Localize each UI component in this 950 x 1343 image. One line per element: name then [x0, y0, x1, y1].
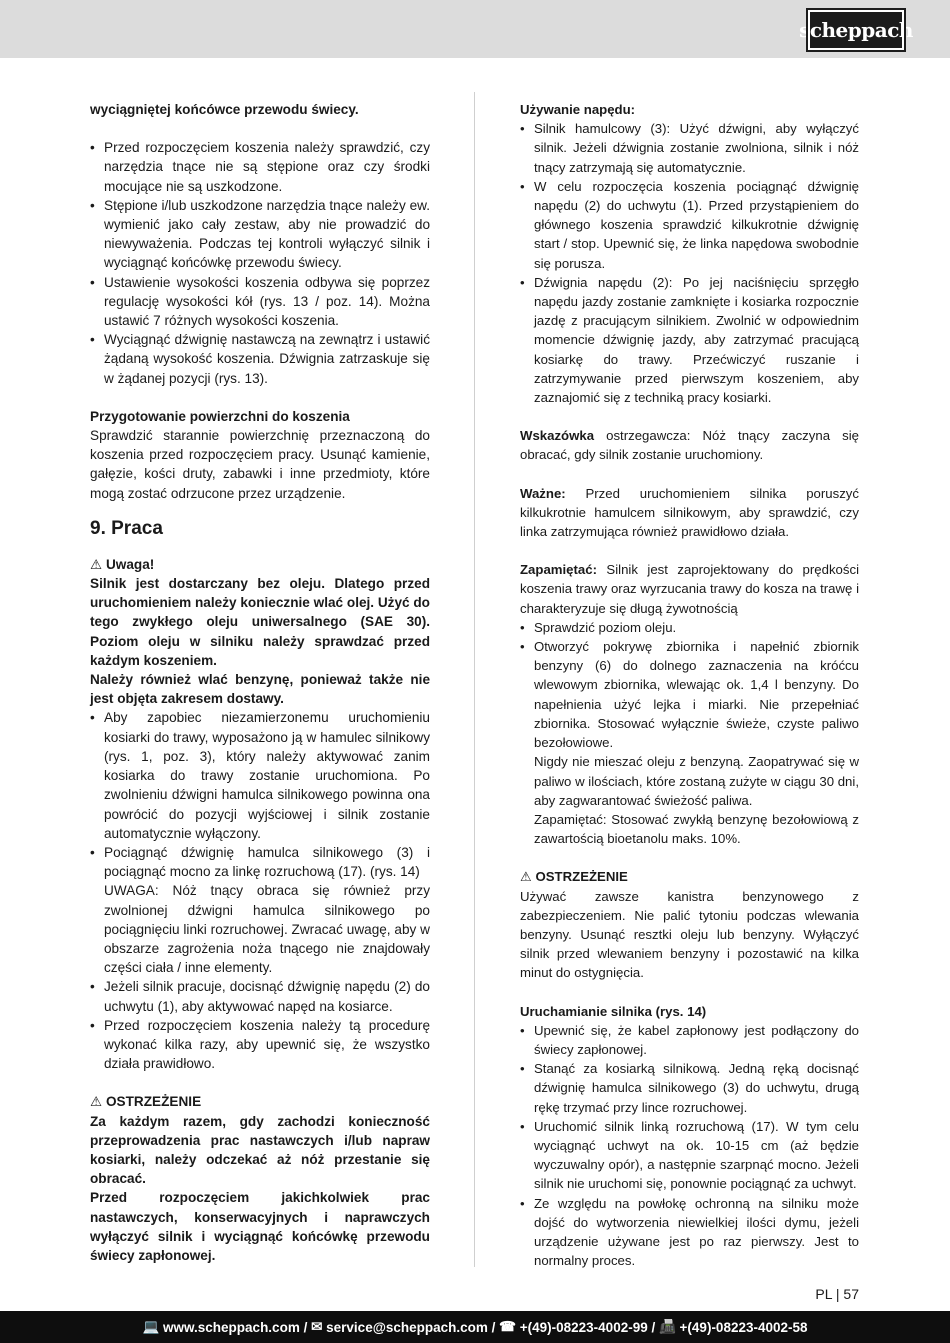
list-item: • Jeżeli silnik pracuje, docisnąć dźwignię napędu (2) do uchwytu (1), aby aktywować napęd na kosiarce.	[90, 977, 430, 1015]
list-item: • Pociągnąć dźwignię hamulca silnikowego (3) i pociągnąć mocno za linkę rozruchową (17). (rys. 14) UWAGA: Nóż tnący obraca się również przy zwolnionej dźwigni hamulca silnikowego po pociągnięciu linki rozruchowej. Zwracać uwagę, aby w obszarze zagrożenia noża tnącego nie znajdowały części ciała / inne elementy.	[90, 843, 430, 977]
list-item: • Ustawienie wysokości koszenia odbywa się poprzez regulację wysokości kół (rys. 13 / poz. 14). Można ustawić 7 różnych wysokości koszenia.	[90, 273, 430, 331]
caution-heading: ⚠ Uwaga!	[90, 556, 155, 572]
list-item: • Stanąć za kosiarką silnikową. Jedną ręką docisnąć dźwignię hamulca silnikowego (3) do uchwytu, drugą rękę trzymać przy lince rozruchowej.	[520, 1059, 859, 1117]
operation-bullet-list	[90, 708, 430, 1073]
note-text: Zapamiętać: Silnik jest zaprojektowany do prędkości koszenia trawy oraz wyrzucania trawy do kosza na trawę i charakteryzuje się długą żywotnością	[520, 562, 859, 616]
list-item: • Upewnić się, że kabel zapłonowy jest podłączony do świecy zapłonowej.	[520, 1021, 859, 1059]
page-number: PL | 57	[815, 1286, 859, 1302]
warning-text: Za każdym razem, gdy zachodzi konieczność przeprowadzenia prac nastawczych i/lub napraw kosiarki, należy odczekać aż nóż przestanie się obracać.	[90, 1113, 430, 1187]
list-item: • Dźwignia napędu (2): Po jej naciśnięciu sprzęgło napędu jazdy zostanie zamknięte i kosiarka rozpocznie jazdę z pracującym silnikiem. Zwolnić w odpowiednim momencie dźwignię jazdy, aby zatrzymać pracującą kosiarkę do trawy. Przećwiczyć ruszanie i zatrzymywanie przed pierwszym koszeniem, aby zaznajomić się z techniką pracy kosiarki.	[520, 273, 859, 407]
list-item: • Stępione i/lub uszkodzone narzędzia tnące należy ew. wymienić jako cały zestaw, aby nie prowadzić do niewyważenia. Podczas tej kontroli wyłączyć silnik i wyciągnąć końcówkę przewodu świecy.	[90, 196, 430, 273]
warning-triangle-icon: ⚠	[90, 1094, 103, 1110]
important-text: Ważne: Przed uruchomieniem silnika poruszyć kilkukrotnie hamulcem silnikowym, aby sprawdzić, czy linka zatrzymująca również prawidłowo działa.	[520, 485, 859, 540]
list-item: • Przed rozpoczęciem koszenia należy sprawdzić, czy narzędzia tnące nie są stępione oraz czy środki mocujące nie są uszkodzone.	[90, 138, 430, 196]
header-bar	[0, 0, 950, 58]
list-item: • Sprawdzić poziom oleju.	[520, 618, 859, 637]
start-heading: Uruchamianie silnika (rys. 14)	[520, 1003, 707, 1019]
list-item: • Aby zapobiec niezamierzonemu uruchomieniu kosiarki do trawy, wyposażono ją w hamulec silnikowy (rys. 1, poz. 3), który należy aktywować zanim kosiarka do trawy zostanie uruchomiona. Po zwolnieniu dźwigni hamulca silnikowego powinna ona powrócić do pozycji wyjściowej i silnik zostanie automatycznie wyłączony.	[90, 708, 430, 842]
website-link[interactable]: www.scheppach.com /	[163, 1319, 308, 1335]
fuel-warning-text: Używać zawsze kanistra benzynowego z zabezpieczeniem. Nie palić tytoniu podczas wlewania benzyny. Usunąć resztki oleju lub benzyny. Wyłączyć silnik przed wlewaniem benzyny i pozostawić na kilka minut do ostygnięcia.	[520, 888, 859, 981]
prep-text: Sprawdzić starannie powierzchnię przeznaczoną do koszenia przed rozpoczęciem pracy. Usunąć kamienie, gałęzie, kości druty, zabawki i inne przedmioty, które mogą zostać odrzucone przez urządzenie.	[90, 428, 430, 501]
list-item: • Przed rozpoczęciem koszenia należy tą procedurę wykonać kilka razy, aby upewnić się, że wszystko działa prawidłowo.	[90, 1016, 430, 1074]
footer-bar	[0, 1311, 950, 1343]
warning-triangle-icon: ⚠	[90, 556, 103, 572]
list-item: • Otworzyć pokrywę zbiornika i napełnić zbiornik benzyny (6) do dolnego zaznaczenia na króćcu wlewowym zbiornika, wlewając ok. 1,4 l benzyny. Do napełnienia użyć lejka i miarki. Nie przepełniać zbiornika. Stosować wyłącznie świeże, czyste paliwo bezołowiowe. Nigdy nie mieszać oleju z benzyną. Zaopatrywać się w paliwo w ilościach, które zostaną zużyte w ciągu 30 dni, aby zagwarantować świeżość paliwa. Zapamiętać: Stosować zwykłą benzynę bezołowiową z zawartością bioetanolu maks. 10%.	[520, 637, 859, 848]
warning-triangle-icon: ⚠	[520, 869, 532, 885]
start-bullet-list	[520, 1021, 859, 1271]
list-item: • Silnik hamulcowy (3): Użyć dźwigni, aby wyłączyć silnik. Jeżeli dźwignia zostanie zwolniona, silnik i nóż tnący zatrzymają się automatycznie.	[520, 119, 859, 177]
list-item: • W celu rozpoczęcia koszenia pociągnąć dźwignię napędu (2) do uchwytu (1). Przed przystąpieniem do głównego koszenia sprawdzić kilkukrotnie dźwignię start / stop. Upewnić się, że linka napędowa swobodnie się porusza.	[520, 177, 859, 273]
email-link[interactable]: service@scheppach.com /	[326, 1319, 496, 1335]
fax-icon: 📠	[658, 1319, 680, 1334]
mail-icon: ✉	[311, 1319, 327, 1334]
list-item: • Ze względu na powłokę ochronną na silniku może dojść do wytworzenia niewielkiej ilości dymu, jeżeli urządzenie używane jest po raz pierwszy. Jest to normalny proces.	[520, 1194, 859, 1271]
hint-text: Wskazówka ostrzegawcza: Nóż tnący zaczyna się obracać, gdy silnik zostanie uruchomiony.	[520, 428, 859, 463]
left-column	[90, 100, 430, 1265]
drive-heading: Używanie napędu:	[520, 102, 636, 117]
intro-text: wyciągniętej końcówce przewodu świecy.	[90, 102, 359, 117]
fuel-bullet-list	[520, 618, 859, 848]
warning-text-2: Przed rozpoczęciem jakichkolwiek prac nastawczych, konserwacyjnych i naprawczych wyłączyć silnik i wyciągnąć końcówkę przewodu świecy zapłonowej.	[90, 1190, 430, 1263]
phone-icon: ☎	[499, 1319, 520, 1334]
prep-heading: Przygotowanie powierzchni do koszenia	[90, 408, 350, 424]
prep-bullet-list	[90, 138, 430, 388]
drive-bullet-list	[520, 119, 859, 407]
phone-number: +(49)-08223-4002-99 /	[519, 1319, 656, 1335]
column-divider	[474, 92, 475, 1267]
caution-text-fuel: Należy również wlać benzynę, ponieważ także nie jest objęta zakresem dostawy.	[90, 672, 430, 707]
scheppach-logo: scheppach	[808, 10, 904, 50]
right-column	[520, 100, 859, 1270]
list-item: • Wyciągnąć dźwignię nastawczą na zewnątrz i ustawić żądaną wysokość koszenia. Dźwignia zatrzaskuje się w żądanej pozycji (rys. 13).	[90, 330, 430, 388]
fuel-warning-heading: ⚠ OSTRZEŻENIE	[520, 869, 628, 885]
computer-icon: 💻	[142, 1319, 164, 1334]
list-item: • Uruchomić silnik linką rozruchową (17). W tym celu wyciągnąć uchwyt na ok. 10-15 cm (aż będzie wyczuwalny opór), a następnie szarpnąć mocno. Jeżeli silnik nie uruchomi się, ponownie pociągnąć za uchwyt.	[520, 1117, 859, 1194]
warning-heading: ⚠ OSTRZEŻENIE	[90, 1094, 202, 1110]
fax-number: +(49)-08223-4002-58	[679, 1319, 808, 1335]
section-title: 9. Praca	[90, 517, 163, 539]
caution-text: Silnik jest dostarczany bez oleju. Dlatego przed uruchomieniem należy koniecznie wlać olej. Użyć do tego zwykłego oleju uniwersalnego (SAE 30). Poziom oleju w silniku należy sprawdzać przed każdym koszeniem.	[90, 576, 430, 668]
